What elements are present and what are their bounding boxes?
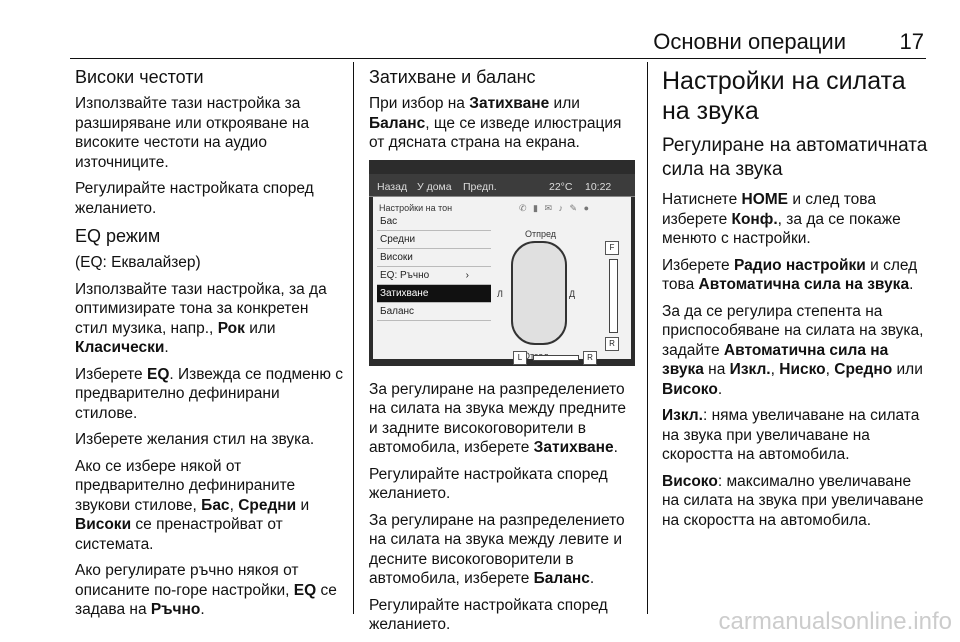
para-balance-1: За регулиране на разпределението на силата на звука между левите и десните високоговорители в автомобила, изберете Баланс. [369,511,625,587]
column-divider-2 [647,62,648,614]
para-eq-1: (EQ: Еквалайзер) [75,254,201,271]
balance-slider [533,355,579,361]
screen-home-button: У дома [417,180,452,193]
menu-item-treble: Високи [377,249,491,267]
rear-button: R [605,337,619,351]
tone-settings-screenshot [369,160,635,366]
menu-item-mid: Средни [377,231,491,249]
front-button: F [605,241,619,255]
car-top-view-icon [511,241,567,345]
heading-fader-balance: Затихване и баланс [369,67,536,87]
watermark: carmanualsonline.info [718,608,952,635]
para-treble-1: Използвайте тази настройка за разширяване или открояване на високите честоти на аудио източниците. [75,95,310,171]
screen-prev-button: Предп. [463,180,497,193]
screen-topbar [369,174,635,197]
para-eq-5: Ако се избере някой от предварително дефинираните звукови стилове, Бас, Средни и Високи се пренастройват от системата. [75,457,310,553]
para-volume-3: За да се регулира степента на приспособяване на силата на звука, задайте Автоматична сила на звука на Изкл., Ниско, Средно или Високо. [662,302,924,398]
chevron-right-icon: › [465,269,469,281]
heading-volume-settings: Настройки на силата на звука [662,67,906,125]
column-divider-1 [353,62,354,614]
heading-auto-volume: Регулиране на автоматичната сила на звука [662,135,928,180]
page-number: 17 [899,29,924,54]
fader-slider [609,259,618,333]
status-icons: ✆ ▮ ✉ ♪ ✎ ● [519,202,592,213]
screen-panel-title: Настройки на тон [379,202,453,213]
para-eq-2: Използвайте тази настройка, за да оптимизирате тона за конкретен стил музика, напр., Рок или Класически. [75,280,327,356]
column-1 [75,66,345,627]
para-eq-4: Изберете желания стил на звука. [75,431,315,448]
column-3 [662,66,930,537]
para-volume-1: Натиснете HOME и след това изберете Конф., за да се покаже менюто с настройки. [662,191,901,247]
header-title: Основни операции [653,29,846,54]
para-volume-high: Високо: максимално увеличаване на силата на звука при увеличаване на скоростта на автомобила. [662,472,924,529]
para-fader-1: При избор на Затихване или Баланс, ще се изведе илюстрация от дясната страна на екрана. [369,95,622,151]
left-button: L [513,351,527,365]
screen-menu [377,213,491,321]
heading-treble: Високи честоти [75,67,204,87]
heading-eq: EQ режим [75,226,161,246]
screen-temperature: 22°C [549,180,573,193]
header-rule [70,58,926,59]
para-volume-off: Изкл.: няма увеличаване на силата на звука при увеличаване на скоростта на автомобила. [662,407,920,463]
screen-panel [373,197,631,362]
label-right: Д [569,288,576,299]
para-balance-2: Регулирайте настройката според желанието. [369,596,608,633]
right-button: R [583,351,597,365]
para-treble-2: Регулирайте настройката според желанието. [75,180,314,217]
column-2 [369,66,635,642]
para-eq-6: Ако регулирате ръчно някоя от описаните по-горе настройки, EQ се задава на Ръчно. [75,562,337,618]
menu-item-bass: Бас [377,213,491,231]
screen-time: 10:22 [585,180,612,193]
para-fader-2: За регулиране на разпределението на силата на звука между предните и задните високоговорители в автомобила, изберете Затихване. [369,380,627,456]
menu-item-balance: Баланс [377,303,491,321]
label-front: Отпред [525,228,557,239]
para-eq-3: Изберете EQ. Извежда се подменю с предварително дефинирани стилове. [75,365,344,422]
page-header [0,28,960,56]
label-left: Л [497,288,503,299]
para-volume-2: Изберете Радио настройки и след това Автоматична сила на звука. [662,256,918,293]
screen-back-button: Назад [377,180,408,193]
menu-item-eq: EQ: Ръчно › [377,267,491,285]
menu-item-fader: Затихване [377,285,491,303]
para-fader-3: Регулирайте настройката според желанието. [369,465,608,502]
